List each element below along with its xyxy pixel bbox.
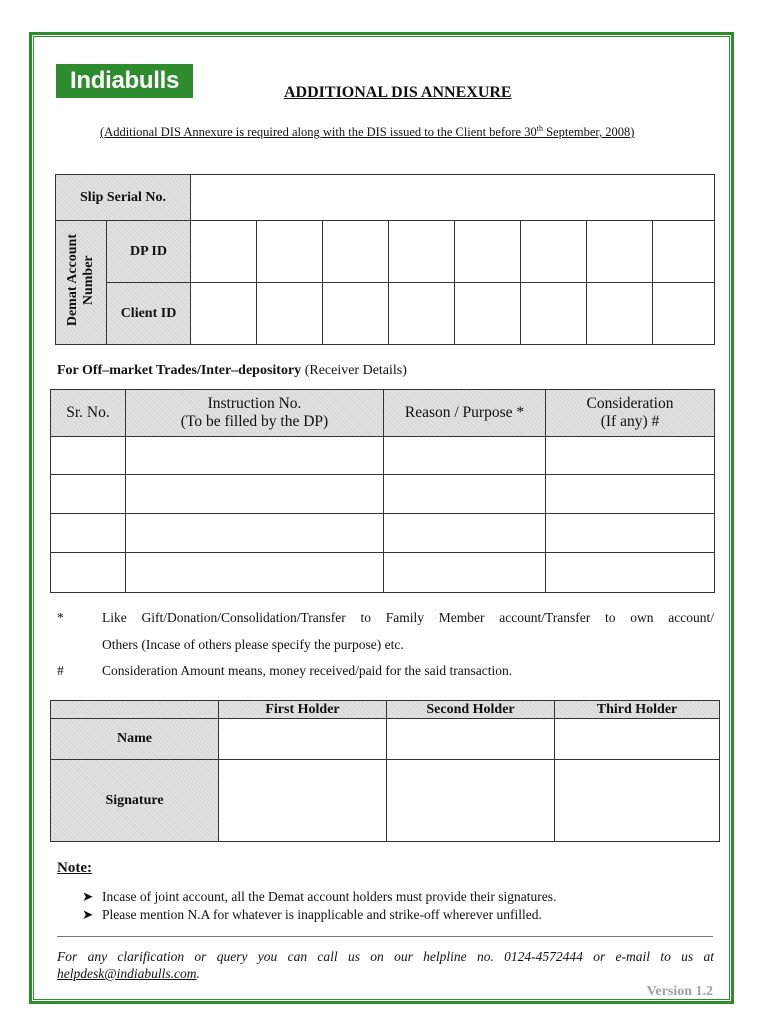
sr-no-cell[interactable]	[51, 475, 126, 514]
reason-cell[interactable]	[384, 514, 546, 553]
client-id-box[interactable]	[191, 283, 257, 345]
slip-table	[55, 174, 715, 345]
consideration-cell[interactable]	[546, 514, 715, 553]
instruction-no-cell[interactable]	[126, 437, 384, 475]
client-id-box[interactable]	[653, 283, 715, 345]
dp-id-box[interactable]	[653, 221, 715, 283]
client-id-box[interactable]	[389, 283, 455, 345]
slip-serial-label: Slip Serial No.	[56, 175, 191, 221]
instruction-no-header: Instruction No. (To be filled by the DP)	[126, 390, 384, 437]
consideration-cell[interactable]	[546, 437, 715, 475]
footer-divider	[57, 936, 713, 937]
slip-serial-field[interactable]	[191, 175, 715, 221]
client-id-box[interactable]	[323, 283, 389, 345]
dp-id-box[interactable]	[455, 221, 521, 283]
holders-corner	[51, 701, 219, 719]
instruction-table	[50, 389, 715, 593]
client-id-box[interactable]	[521, 283, 587, 345]
off-market-heading: For Off–market Trades/Inter–depository (Receiver Details)	[57, 363, 407, 378]
client-id-box[interactable]	[455, 283, 521, 345]
dp-id-box[interactable]	[389, 221, 455, 283]
table-row	[51, 437, 715, 475]
third-holder-signature-field[interactable]	[555, 760, 720, 842]
arrow-bullet-icon: ➤	[82, 889, 94, 904]
consideration-cell[interactable]	[546, 553, 715, 593]
first-holder-signature-field[interactable]	[219, 760, 387, 842]
arrow-bullet-icon: ➤	[82, 907, 94, 922]
table-row	[51, 514, 715, 553]
dp-id-box[interactable]	[191, 221, 257, 283]
table-row	[51, 475, 715, 514]
instruction-no-cell[interactable]	[126, 514, 384, 553]
first-holder-header: First Holder	[219, 701, 387, 719]
reason-cell[interactable]	[384, 475, 546, 514]
sr-no-cell[interactable]	[51, 514, 126, 553]
first-holder-name-field[interactable]	[219, 719, 387, 760]
note-bullet: ➤ Incase of joint account, all the Demat account holders must provide their signatures.	[82, 889, 557, 904]
page-title: ADDITIONAL DIS ANNEXURE	[284, 84, 512, 101]
indiabulls-logo: Indiabulls	[56, 64, 193, 98]
consideration-cell[interactable]	[546, 475, 715, 514]
demat-account-label: Demat Account Number	[65, 233, 96, 327]
second-holder-signature-field[interactable]	[387, 760, 555, 842]
dp-id-label: DP ID	[107, 221, 191, 283]
dp-id-box[interactable]	[521, 221, 587, 283]
sr-no-cell[interactable]	[51, 437, 126, 475]
signature-label: Signature	[51, 760, 219, 842]
dp-id-box[interactable]	[587, 221, 653, 283]
holders-table	[50, 700, 720, 842]
instruction-no-cell[interactable]	[126, 553, 384, 593]
third-holder-name-field[interactable]	[555, 719, 720, 760]
note-bullet: ➤ Please mention N.A for whatever is inapplicable and strike-off wherever unfilled.	[82, 907, 542, 922]
instruction-no-cell[interactable]	[126, 475, 384, 514]
client-id-box[interactable]	[587, 283, 653, 345]
helpline-text: For any clarification or query you can call us on our helpline no. 0124-4572444 or e-mail to us at helpdesk@indiabulls.com.	[57, 949, 714, 981]
second-holder-header: Second Holder	[387, 701, 555, 719]
reason-cell[interactable]	[384, 553, 546, 593]
dp-id-box[interactable]	[257, 221, 323, 283]
helpdesk-email-link[interactable]: helpdesk@indiabulls.com	[57, 966, 197, 981]
sr-no-header: Sr. No.	[51, 390, 126, 437]
table-row	[51, 553, 715, 593]
client-id-label: Client ID	[107, 283, 191, 345]
reason-header: Reason / Purpose *	[384, 390, 546, 437]
note-title: Note:	[57, 860, 92, 876]
page-subtitle: (Additional DIS Annexure is required along with the DIS issued to the Client before 30th September, 2008)	[100, 124, 635, 140]
dp-id-box[interactable]	[323, 221, 389, 283]
reason-cell[interactable]	[384, 437, 546, 475]
name-label: Name	[51, 719, 219, 760]
consideration-header: Consideration (If any) #	[546, 390, 715, 437]
version-label: Version 1.2	[646, 984, 713, 999]
demat-account-label-cell	[56, 221, 107, 345]
sr-no-cell[interactable]	[51, 553, 126, 593]
third-holder-header: Third Holder	[555, 701, 720, 719]
client-id-box[interactable]	[257, 283, 323, 345]
second-holder-name-field[interactable]	[387, 719, 555, 760]
